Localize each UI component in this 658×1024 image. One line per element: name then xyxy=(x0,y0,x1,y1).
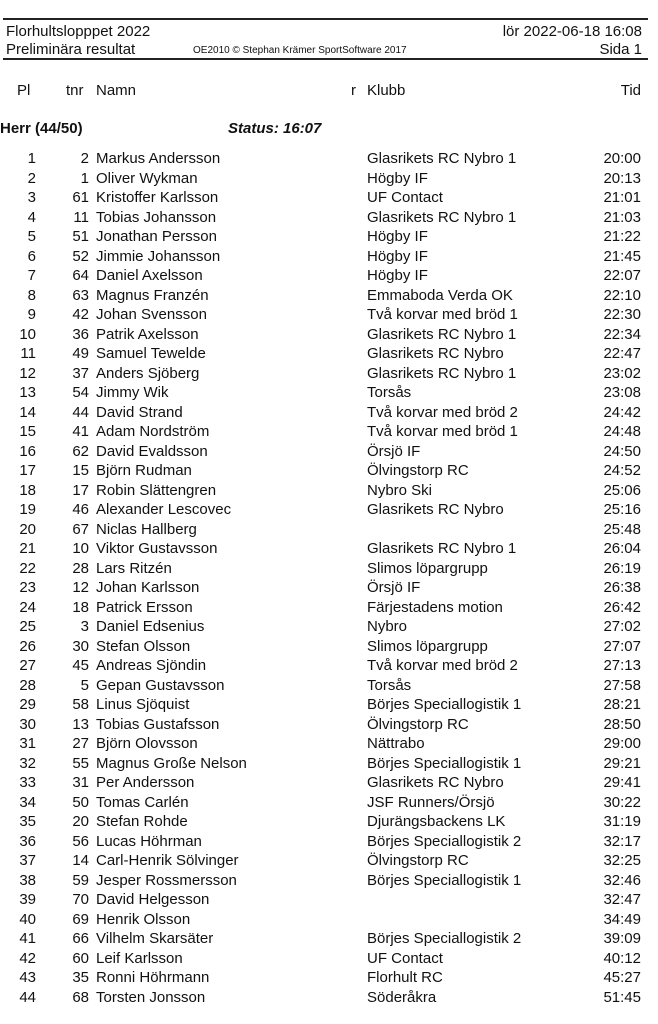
result-club: Nybro Ski xyxy=(367,481,433,499)
result-place: 7 xyxy=(27,267,36,284)
result-bib: 64 xyxy=(72,267,89,284)
result-place: 1 xyxy=(27,150,36,167)
result-name: Torsten Jonsson xyxy=(96,988,206,1006)
result-name: Viktor Gustavsson xyxy=(96,540,218,557)
result-time: 21:01 xyxy=(603,189,641,206)
result-time: 22:07 xyxy=(603,267,641,284)
result-name: Lucas Höhrman xyxy=(96,832,202,850)
result-time: 22:47 xyxy=(603,345,641,362)
result-name: Patrick Ersson xyxy=(96,598,193,616)
result-place: 29 xyxy=(19,696,36,713)
column-header-klubb: Klubb xyxy=(367,82,406,99)
result-club: JSF Runners/Örsjö xyxy=(367,793,495,811)
result-row xyxy=(0,851,658,871)
result-row xyxy=(0,676,658,696)
result-club: Djurängsbackens LK xyxy=(367,813,506,830)
result-bib: 58 xyxy=(72,696,89,713)
result-bib: 66 xyxy=(72,930,89,947)
result-place: 35 xyxy=(19,813,36,830)
result-bib: 44 xyxy=(72,403,89,421)
result-row xyxy=(0,169,658,189)
result-row xyxy=(0,890,658,910)
result-bib: 37 xyxy=(72,364,89,382)
result-place: 37 xyxy=(19,852,36,869)
result-bib: 56 xyxy=(72,832,89,850)
result-row xyxy=(0,442,658,462)
result-time: 28:50 xyxy=(603,715,641,733)
result-club: Torsås xyxy=(367,676,412,694)
result-name: David Evaldsson xyxy=(96,442,208,460)
result-row xyxy=(0,968,658,988)
result-place: 41 xyxy=(19,930,36,947)
result-place: 4 xyxy=(27,208,36,226)
result-name: Anders Sjöberg xyxy=(96,364,200,382)
result-time: 39:09 xyxy=(603,930,641,947)
result-time: 20:13 xyxy=(603,169,641,187)
result-place: 39 xyxy=(19,891,36,908)
result-time: 32:17 xyxy=(603,832,641,850)
result-place: 33 xyxy=(19,774,36,791)
result-bib: 45 xyxy=(72,657,89,674)
result-time: 26:04 xyxy=(603,540,641,557)
result-club: Två korvar med bröd 2 xyxy=(367,657,518,674)
software-copyright: OE2010 © Stephan Krämer SportSoftware 2017 xyxy=(193,45,407,56)
result-club: Glasrikets RC Nybro 1 xyxy=(367,325,517,343)
result-place: 36 xyxy=(19,832,36,850)
page-number: Sida 1 xyxy=(599,41,642,58)
result-name: Magnus Franzén xyxy=(96,286,209,304)
result-bib: 42 xyxy=(72,306,89,323)
result-name: Adam Nordström xyxy=(96,423,210,440)
result-row xyxy=(0,598,658,618)
column-header-tnr: tnr xyxy=(66,82,84,99)
result-name: Björn Rudman xyxy=(96,462,192,479)
result-row xyxy=(0,227,658,247)
result-name: Ronni Höhrmann xyxy=(96,969,210,986)
result-club: Söderåkra xyxy=(367,988,437,1006)
result-row xyxy=(0,461,658,481)
result-bib: 70 xyxy=(72,891,89,908)
report-subtitle: Preliminära resultat xyxy=(6,41,136,58)
result-name: Jesper Rossmersson xyxy=(96,871,237,889)
result-row xyxy=(0,734,658,754)
result-club: Ölvingstorp RC xyxy=(367,852,469,869)
result-bib: 35 xyxy=(72,969,89,986)
result-name: Jimmie Johansson xyxy=(96,247,221,265)
result-name: Stefan Rohde xyxy=(96,813,188,830)
result-time: 26:19 xyxy=(603,559,641,577)
result-time: 27:07 xyxy=(603,637,641,655)
result-place: 19 xyxy=(19,501,36,518)
result-bib: 52 xyxy=(72,247,89,265)
result-row xyxy=(0,812,658,832)
result-place: 26 xyxy=(19,637,36,655)
result-club: Högby IF xyxy=(367,247,428,265)
result-bib: 13 xyxy=(72,715,89,733)
result-bib: 11 xyxy=(73,208,89,226)
result-club: Färjestadens motion xyxy=(367,598,503,616)
result-club: Ölvingstorp RC xyxy=(367,462,469,479)
result-row xyxy=(0,988,658,1008)
result-name: David Strand xyxy=(96,403,183,421)
result-time: 22:30 xyxy=(603,306,641,323)
result-bib: 67 xyxy=(72,520,89,538)
result-club: Börjes Speciallogistik 1 xyxy=(367,871,522,889)
result-bib: 18 xyxy=(72,598,89,616)
class-status: Status: 16:07 xyxy=(228,120,322,137)
result-time: 30:22 xyxy=(603,793,641,811)
result-row xyxy=(0,364,658,384)
result-bib: 68 xyxy=(72,988,89,1006)
result-time: 23:08 xyxy=(603,384,641,401)
result-time: 31:19 xyxy=(603,813,641,830)
result-bib: 49 xyxy=(72,345,89,362)
result-club: Örsjö IF xyxy=(367,442,421,460)
result-row xyxy=(0,715,658,735)
class-count: (44/50) xyxy=(35,120,83,137)
result-club: Högby IF xyxy=(367,267,428,284)
result-row xyxy=(0,305,658,325)
result-name: Kristoffer Karlsson xyxy=(96,189,219,206)
result-name: Daniel Edsenius xyxy=(96,618,205,635)
result-place: 13 xyxy=(19,384,36,401)
result-club: Glasrikets RC Nybro xyxy=(367,501,504,518)
result-bib: 15 xyxy=(72,462,89,479)
result-name: Magnus Große Nelson xyxy=(96,754,247,772)
result-bib: 3 xyxy=(80,618,89,635)
column-header-r: r xyxy=(351,82,356,99)
result-name: Alexander Lescovec xyxy=(96,501,232,518)
result-place: 24 xyxy=(19,598,36,616)
result-name: Carl-Henrik Sölvinger xyxy=(96,852,239,869)
result-bib: 27 xyxy=(72,735,89,752)
result-row xyxy=(0,188,658,208)
result-club: Högby IF xyxy=(367,228,428,245)
result-time: 45:27 xyxy=(603,969,641,986)
result-bib: 50 xyxy=(72,793,89,811)
result-place: 30 xyxy=(19,715,36,733)
result-place: 15 xyxy=(19,423,36,440)
result-place: 14 xyxy=(19,403,36,421)
result-place: 40 xyxy=(19,910,36,928)
result-name: Stefan Olsson xyxy=(96,637,191,655)
result-name: Henrik Olsson xyxy=(96,910,191,928)
result-time: 26:42 xyxy=(603,598,641,616)
result-bib: 69 xyxy=(72,910,89,928)
result-name: Andreas Sjöndin xyxy=(96,657,207,674)
page-header xyxy=(3,18,648,60)
event-title: Florhultslopppet 2022 xyxy=(6,23,151,40)
result-bib: 60 xyxy=(72,949,89,967)
result-row xyxy=(0,383,658,403)
result-time: 24:52 xyxy=(603,462,641,479)
result-place: 11 xyxy=(20,345,36,362)
result-bib: 20 xyxy=(72,813,89,830)
result-bib: 5 xyxy=(80,676,89,694)
result-row xyxy=(0,481,658,501)
result-club: Emmaboda Verda OK xyxy=(367,286,513,304)
result-bib: 36 xyxy=(72,325,89,343)
result-bib: 54 xyxy=(72,384,89,401)
result-row xyxy=(0,949,658,969)
result-place: 38 xyxy=(19,871,36,889)
result-place: 34 xyxy=(19,793,36,811)
result-time: 26:38 xyxy=(603,579,641,596)
result-name: Per Andersson xyxy=(96,774,195,791)
result-time: 25:48 xyxy=(603,520,641,538)
result-row xyxy=(0,617,658,637)
result-place: 17 xyxy=(19,462,36,479)
result-time: 32:46 xyxy=(603,871,641,889)
result-row xyxy=(0,637,658,657)
result-row xyxy=(0,266,658,286)
result-row xyxy=(0,520,658,540)
results-list xyxy=(0,149,658,1007)
result-row xyxy=(0,500,658,520)
result-place: 25 xyxy=(19,618,36,635)
result-row xyxy=(0,793,658,813)
result-bib: 31 xyxy=(72,774,89,791)
result-place: 27 xyxy=(19,657,36,674)
result-place: 43 xyxy=(19,969,36,986)
result-row xyxy=(0,910,658,930)
result-bib: 10 xyxy=(72,540,89,557)
result-name: Tobias Johansson xyxy=(96,208,217,226)
result-club: Torsås xyxy=(367,384,412,401)
result-time: 27:02 xyxy=(603,618,641,635)
result-time: 27:13 xyxy=(603,657,641,674)
result-time: 29:21 xyxy=(603,754,641,772)
result-name: Robin Slättengren xyxy=(96,481,217,499)
result-time: 51:45 xyxy=(603,988,641,1006)
result-place: 22 xyxy=(19,559,36,577)
result-row xyxy=(0,871,658,891)
result-name: Tobias Gustafsson xyxy=(96,715,220,733)
result-place: 9 xyxy=(27,306,36,323)
result-name: Jonathan Persson xyxy=(96,228,217,245)
result-club: Nättrabo xyxy=(367,735,425,752)
result-time: 40:12 xyxy=(603,949,641,967)
result-place: 21 xyxy=(19,540,36,557)
result-club: Glasrikets RC Nybro xyxy=(367,345,504,362)
result-name: Markus Andersson xyxy=(96,150,221,167)
result-bib: 12 xyxy=(72,579,89,596)
column-header-pl: Pl xyxy=(17,82,31,99)
result-name: Johan Svensson xyxy=(96,306,207,323)
result-name: David Helgesson xyxy=(96,891,210,908)
result-row xyxy=(0,656,658,676)
result-time: 21:45 xyxy=(603,247,641,265)
result-row xyxy=(0,208,658,228)
result-bib: 30 xyxy=(72,637,89,655)
result-bib: 59 xyxy=(72,871,89,889)
result-club: Ölvingstorp RC xyxy=(367,715,469,733)
result-row xyxy=(0,247,658,267)
result-time: 32:47 xyxy=(603,891,641,908)
result-row xyxy=(0,754,658,774)
result-name: Oliver Wykman xyxy=(96,169,198,187)
result-place: 5 xyxy=(27,228,36,245)
class-name: Herr xyxy=(0,120,31,137)
result-place: 16 xyxy=(19,442,36,460)
result-row xyxy=(0,286,658,306)
result-name: Björn Olovsson xyxy=(96,735,198,752)
result-club: Börjes Speciallogistik 1 xyxy=(367,696,522,713)
result-row xyxy=(0,149,658,169)
result-bib: 14 xyxy=(72,852,89,869)
result-club: Glasrikets RC Nybro 1 xyxy=(367,150,517,167)
result-club: UF Contact xyxy=(367,949,443,967)
result-bib: 61 xyxy=(72,189,89,206)
result-time: 29:41 xyxy=(603,774,641,791)
result-row xyxy=(0,422,658,442)
result-bib: 28 xyxy=(72,559,89,577)
result-time: 23:02 xyxy=(603,364,641,382)
result-name: Linus Sjöquist xyxy=(96,696,190,713)
result-club: Börjes Speciallogistik 2 xyxy=(367,832,522,850)
result-club: Örsjö IF xyxy=(367,579,421,596)
result-name: Leif Karlsson xyxy=(96,949,183,967)
result-time: 22:34 xyxy=(603,325,641,343)
result-club: Börjes Speciallogistik 1 xyxy=(367,754,522,772)
result-time: 24:48 xyxy=(603,423,641,440)
result-place: 28 xyxy=(19,676,36,694)
result-time: 27:58 xyxy=(603,676,641,694)
class-heading xyxy=(0,120,83,138)
result-place: 12 xyxy=(19,364,36,382)
result-name: Patrik Axelsson xyxy=(96,325,199,343)
result-club: Slimos löpargrupp xyxy=(367,559,488,577)
result-bib: 1 xyxy=(80,169,89,187)
result-time: 28:21 xyxy=(603,696,641,713)
result-club: Två korvar med bröd 1 xyxy=(367,306,518,323)
result-place: 32 xyxy=(19,754,36,772)
result-club: Glasrikets RC Nybro xyxy=(367,774,504,791)
result-time: 21:03 xyxy=(603,208,641,226)
result-place: 6 xyxy=(27,247,36,265)
result-row xyxy=(0,539,658,559)
result-place: 20 xyxy=(19,520,36,538)
result-name: Samuel Tewelde xyxy=(96,345,206,362)
result-place: 23 xyxy=(19,579,36,596)
result-bib: 55 xyxy=(72,754,89,772)
result-bib: 46 xyxy=(72,501,89,518)
result-row xyxy=(0,559,658,579)
result-time: 22:10 xyxy=(603,286,641,304)
result-bib: 51 xyxy=(72,228,89,245)
result-club: Börjes Speciallogistik 2 xyxy=(367,930,522,947)
result-bib: 2 xyxy=(80,150,89,167)
result-club: UF Contact xyxy=(367,189,443,206)
result-name: Johan Karlsson xyxy=(96,579,200,596)
column-header-tid: Tid xyxy=(620,82,641,99)
result-bib: 41 xyxy=(72,423,89,440)
result-row xyxy=(0,325,658,345)
result-name: Niclas Hallberg xyxy=(96,520,197,538)
print-date: lör 2022-06-18 16:08 xyxy=(502,23,642,40)
result-time: 29:00 xyxy=(603,735,641,752)
result-club: Nybro xyxy=(367,618,408,635)
result-place: 31 xyxy=(19,735,36,752)
result-row xyxy=(0,929,658,949)
result-club: Två korvar med bröd 2 xyxy=(367,403,518,421)
result-name: Daniel Axelsson xyxy=(96,267,203,284)
result-place: 3 xyxy=(27,189,36,206)
result-row xyxy=(0,695,658,715)
result-bib: 17 xyxy=(72,481,89,499)
result-place: 42 xyxy=(19,949,36,967)
result-club: Florhult RC xyxy=(367,969,443,986)
result-name: Lars Ritzén xyxy=(96,559,172,577)
result-row xyxy=(0,773,658,793)
result-row xyxy=(0,344,658,364)
result-club: Två korvar med bröd 1 xyxy=(367,423,518,440)
result-bib: 62 xyxy=(72,442,89,460)
result-place: 18 xyxy=(19,481,36,499)
result-time: 34:49 xyxy=(603,910,641,928)
result-row xyxy=(0,832,658,852)
result-row xyxy=(0,578,658,598)
result-row xyxy=(0,403,658,423)
result-club: Högby IF xyxy=(367,169,428,187)
result-time: 24:50 xyxy=(603,442,641,460)
result-club: Glasrikets RC Nybro 1 xyxy=(367,364,517,382)
result-time: 20:00 xyxy=(603,150,641,167)
result-time: 21:22 xyxy=(603,228,641,245)
result-club: Glasrikets RC Nybro 1 xyxy=(367,208,517,226)
result-place: 44 xyxy=(19,988,36,1006)
result-time: 24:42 xyxy=(603,403,641,421)
result-name: Tomas Carlén xyxy=(96,793,189,811)
result-place: 2 xyxy=(27,169,36,187)
column-header-namn: Namn xyxy=(96,82,137,99)
result-club: Slimos löpargrupp xyxy=(367,637,488,655)
result-time: 25:16 xyxy=(603,501,641,518)
result-place: 8 xyxy=(27,286,36,304)
result-club: Glasrikets RC Nybro 1 xyxy=(367,540,517,557)
result-time: 32:25 xyxy=(603,852,641,869)
result-bib: 63 xyxy=(72,286,89,304)
result-place: 10 xyxy=(19,325,36,343)
result-name: Jimmy Wik xyxy=(96,384,169,401)
result-time: 25:06 xyxy=(603,481,641,499)
result-name: Gepan Gustavsson xyxy=(96,676,225,694)
result-name: Vilhelm Skarsäter xyxy=(96,930,214,947)
